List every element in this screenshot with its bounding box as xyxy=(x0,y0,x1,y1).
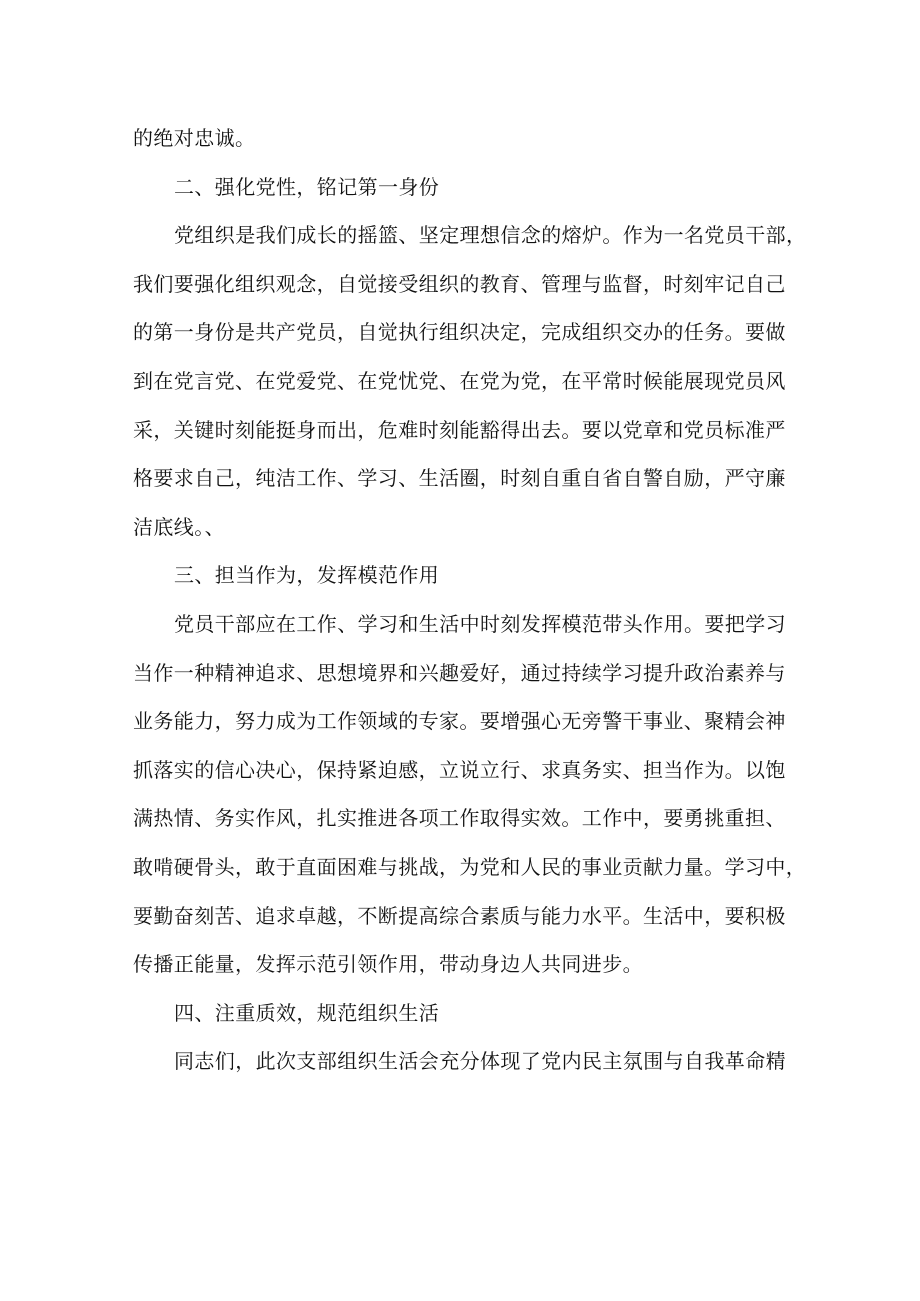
paragraph-line: 到在党言党、在党爱党、在党忧党、在党为党，在平常时候能展现党员风 xyxy=(133,368,786,393)
section-heading: 三、担当作为，发挥模范作用 xyxy=(174,563,440,588)
paragraph-line: 党员干部应在工作、学习和生活中时刻发挥模范带头作用。要把学习 xyxy=(174,611,786,636)
paragraph-line: 敢啃硬骨头，敢于直面困难与挑战，为党和人民的事业贡献力量。学习中， xyxy=(133,854,807,879)
paragraph-line: 格要求自己，纯洁工作、学习、生活圈，时刻自重自省自警自励，严守廉 xyxy=(133,466,786,491)
paragraph-line: 采，关键时刻能挺身而出，危难时刻能豁得出去。要以党章和党员标准严 xyxy=(133,417,786,442)
paragraph-line: 党组织是我们成长的摇篮、坚定理想信念的熔炉。作为一名党员干部， xyxy=(174,223,807,248)
paragraph-line: 要勤奋刻苦、追求卓越，不断提高综合素质与能力水平。生活中，要积极 xyxy=(133,903,786,928)
paragraph-line: 同志们，此次支部组织生活会充分体现了党内民主氛围与自我革命精 xyxy=(174,1049,786,1074)
section-heading: 二、强化党性，铭记第一身份 xyxy=(174,174,440,199)
paragraph-line: 业务能力，努力成为工作领域的专家。要增强心无旁警干事业、聚精会神 xyxy=(133,709,786,734)
paragraph-line: 我们要强化组织观念，自觉接受组织的教育、管理与监督，时刻牢记自己 xyxy=(133,271,786,296)
paragraph-line: 传播正能量，发挥示范引领作用，带动身边人共同进步。 xyxy=(133,952,643,977)
paragraph-line: 当作一种精神追求、思想境界和兴趣爱好，通过持续学习提升政治素养与 xyxy=(133,660,786,685)
paragraph-line: 的第一身份是共产党员，自觉执行组织决定，完成组织交办的任务。要做 xyxy=(133,320,786,345)
document-body xyxy=(133,114,807,1086)
section-heading: 四、注重质效，规范组织生活 xyxy=(174,1000,440,1025)
paragraph-line: 抓落实的信心决心，保持紧迫感，立说立行、求真务实、担当作为。以饱 xyxy=(133,757,786,782)
paragraph-line: 满热情、务实作风，扎实推进各项工作取得实效。工作中，要勇挑重担、 xyxy=(133,806,786,831)
paragraph-line: 洁底线。、 xyxy=(133,514,225,539)
paragraph-line: 的绝对忠诚。 xyxy=(133,126,256,150)
